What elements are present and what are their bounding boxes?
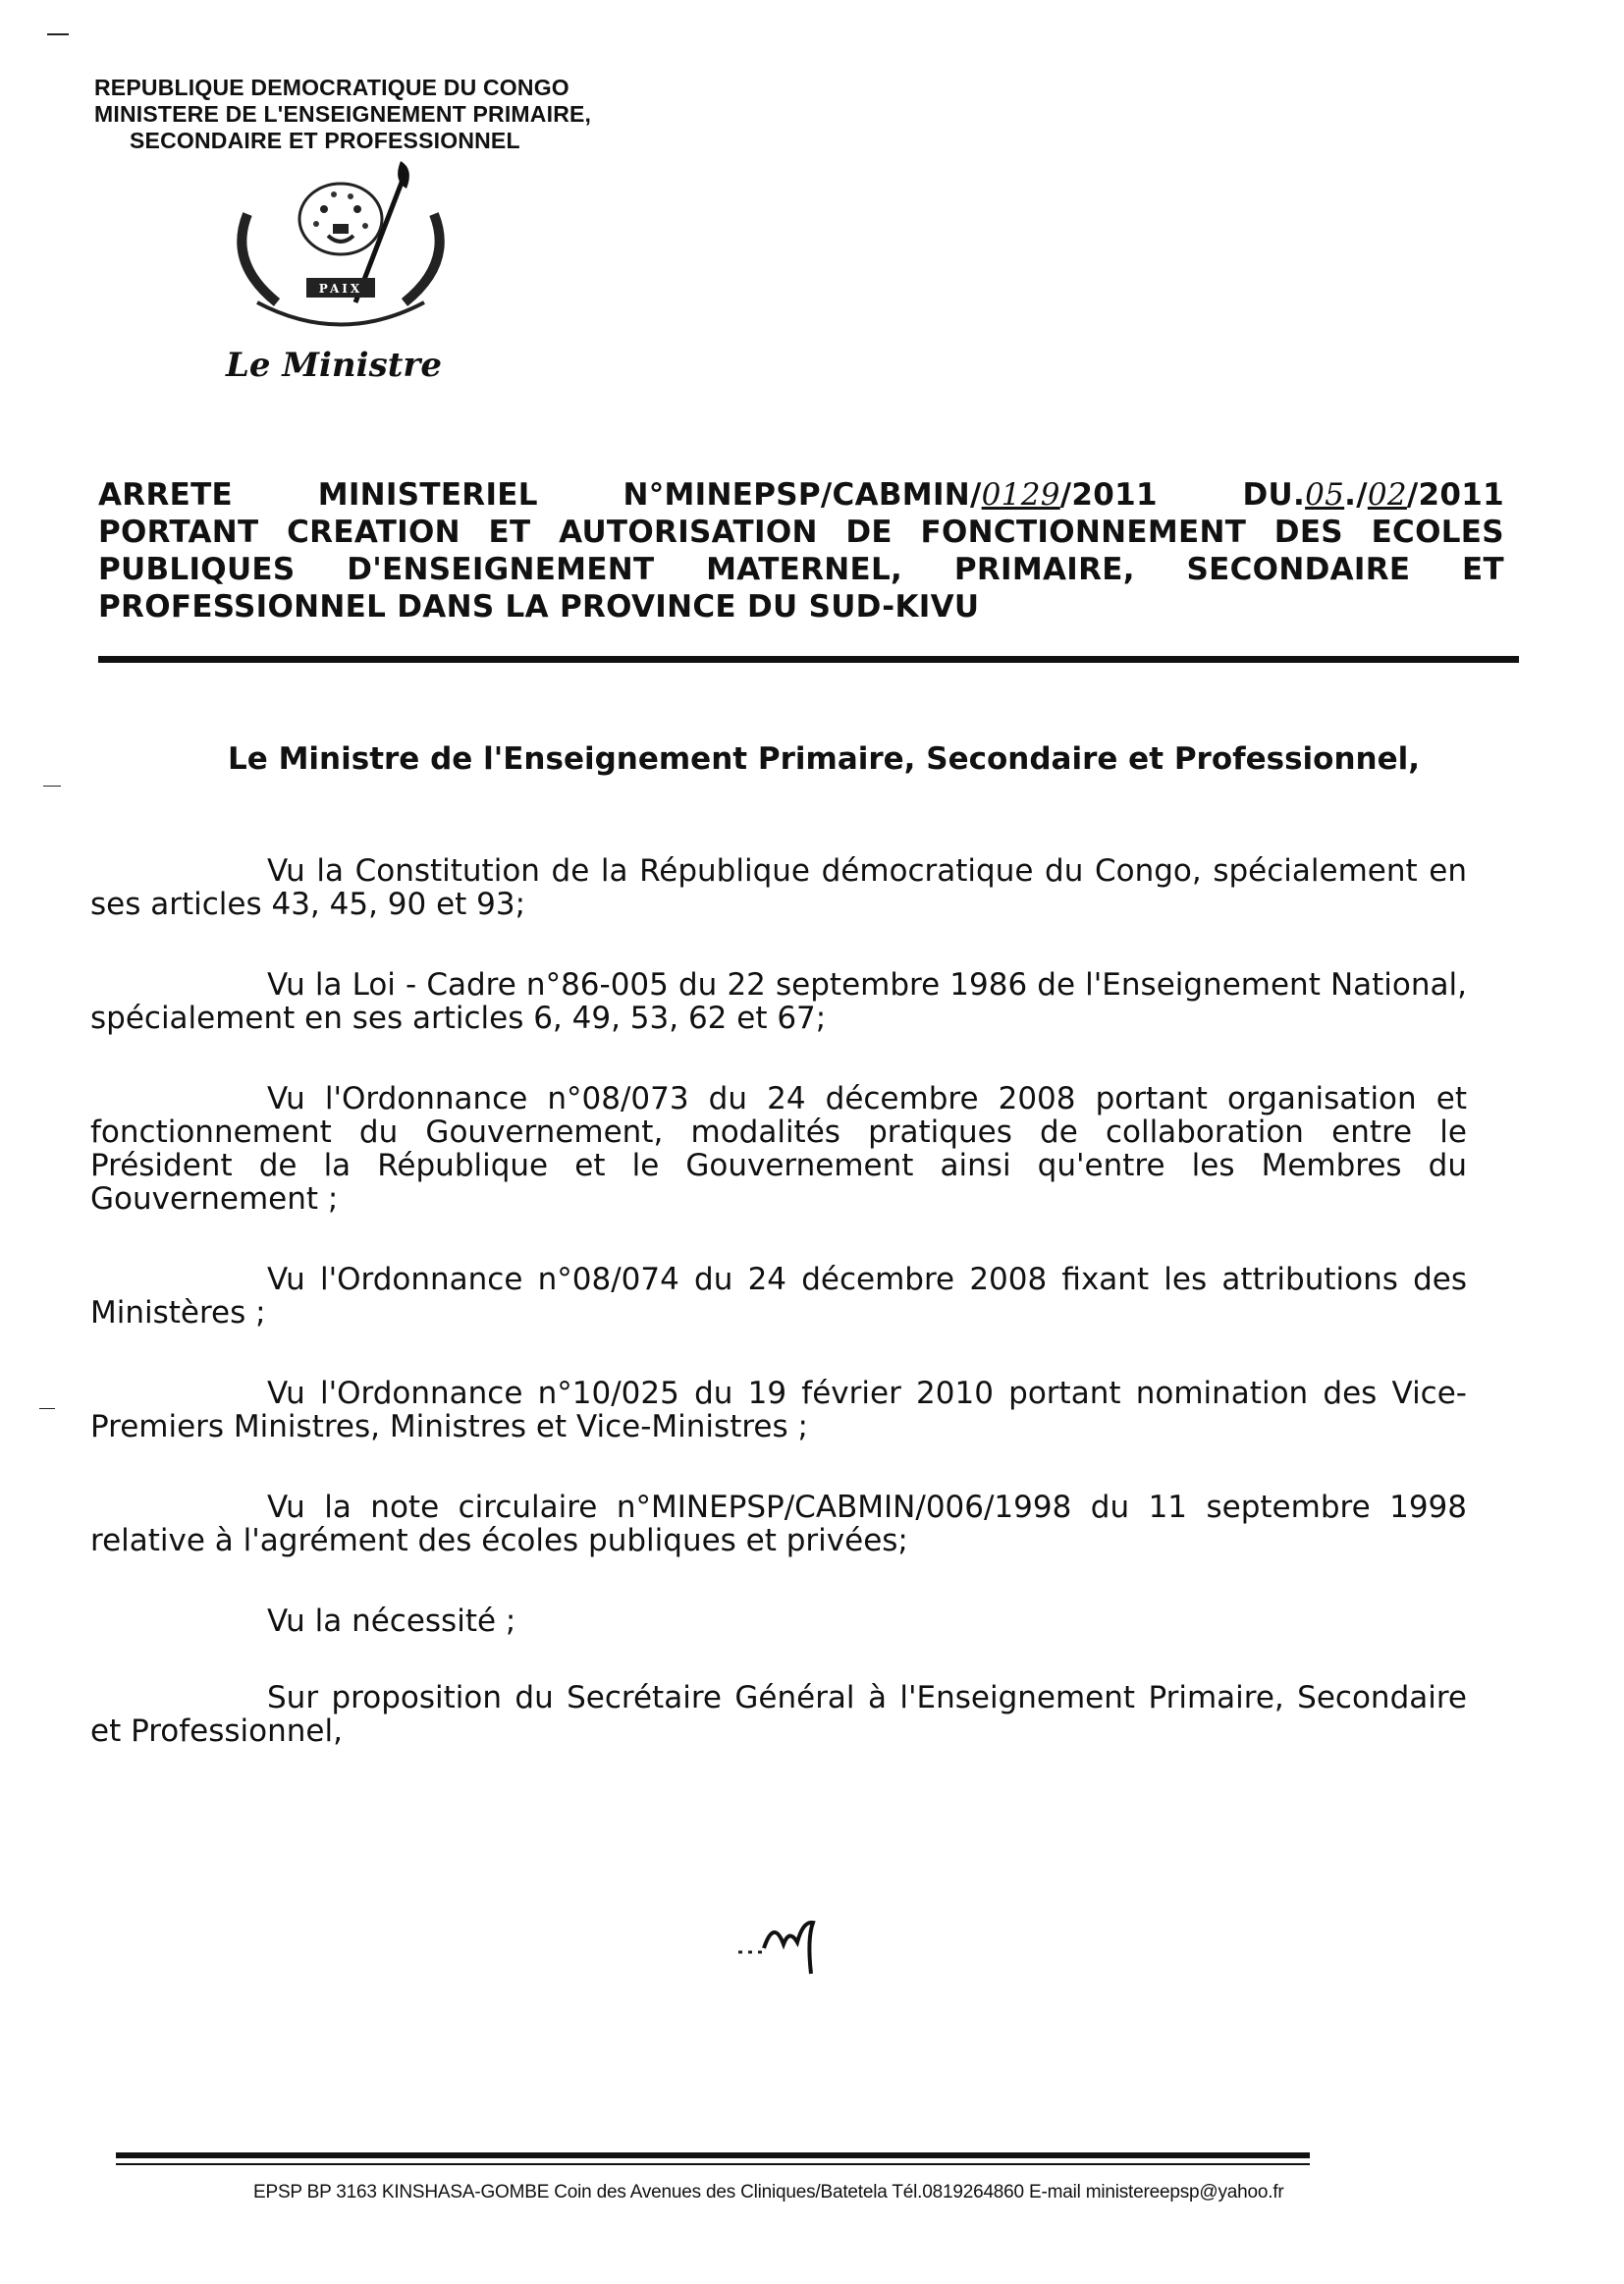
recital-loi-cadre: Vu la Loi - Cadre n°86-005 du 22 septembre 1986 de l'Enseignement National, spécialement en ses articles 6, 49, 53, 62 et 67; [90, 967, 1467, 1036]
elephant-tusk [257, 302, 424, 325]
emblem-motto: PAIX [318, 282, 363, 296]
letterhead-ministry-cont: SECONDAIRE ET PROFESSIONNEL [130, 128, 520, 153]
scan-mark [39, 1408, 55, 1409]
handwritten-initials [734, 1909, 842, 1978]
title-word: PRIMAIRE, [953, 552, 1135, 587]
footer-divider-thin [116, 2163, 1310, 2165]
title-line-4: PROFESSIONNEL DANS LA PROVINCE DU SUD-KIVU [98, 589, 980, 625]
recital-ordonnance-10-025: Vu l'Ordonnance n°10/025 du 19 février 2010 portant nomination des Vice-Premiers Ministres, Ministres et Vice-Ministres ; [90, 1376, 1467, 1444]
recital-constitution: Vu la Constitution de la République démocratique du Congo, spécialement en ses articles 43, 45, 90 et 93; [90, 853, 1467, 922]
title-word: PORTANT [98, 515, 259, 550]
minister-heading: Le Ministre de l'Enseignement Primaire, Secondaire et Professionnel, [228, 741, 1421, 777]
title-word: ECOLES [1371, 515, 1504, 550]
title-word: ET [488, 515, 531, 550]
title-divider [98, 656, 1519, 663]
footer-divider [116, 2152, 1310, 2158]
letterhead-ministry: MINISTERE DE L'ENSEIGNEMENT PRIMAIRE, [94, 101, 592, 127]
title-word: FONCTIONNEMENT [920, 515, 1247, 550]
title-word: MINISTERIEL [317, 477, 538, 513]
title-word: MATERNEL, [706, 552, 903, 587]
right-laurel [405, 214, 440, 302]
title-word: CREATION [287, 515, 460, 550]
title-line-1 [98, 476, 1504, 514]
title-word: DES [1273, 515, 1343, 550]
recital-proposition: Sur proposition du Secrétaire Général à l'Enseignement Primaire, Secondaire et Professionnel, [90, 1680, 1467, 1749]
handwritten-number: 0129 [981, 477, 1060, 513]
recital-ordonnance-08-074: Vu l'Ordonnance n°08/074 du 24 décembre 2008 fixant les attributions des Ministères ; [90, 1262, 1467, 1331]
scan-mark [47, 33, 69, 35]
decree-reference: N°MINEPSP/CABMIN/0129/2011 [623, 477, 1158, 513]
decree-body [90, 742, 1467, 1795]
recital-necessite: Vu la nécessité ; [267, 1604, 516, 1639]
decree-date: DU.05./02/2011 [1242, 477, 1504, 513]
left-laurel [242, 214, 277, 302]
title-line-3 [98, 551, 1504, 588]
decree-title [98, 476, 1504, 625]
title-line-2 [98, 514, 1504, 551]
scan-mark [43, 786, 61, 787]
title-word: SECONDAIRE [1186, 552, 1411, 587]
coat-of-arms-emblem [218, 155, 463, 352]
title-word: D'ENSEIGNEMENT [347, 552, 655, 587]
handwritten-month: 02 [1367, 477, 1407, 513]
letterhead-country: REPUBLIQUE DEMOCRATIQUE DU CONGO [94, 75, 569, 100]
handwritten-day: 05 [1305, 477, 1345, 513]
title-word: ET [1462, 552, 1504, 587]
letterhead [94, 75, 591, 154]
recital-note-circulaire: Vu la note circulaire n°MINEPSP/CABMIN/006/1998 du 11 septembre 1998 relative à l'agrément des écoles publiques et privées; [90, 1490, 1467, 1558]
leopard-head-icon [299, 184, 382, 254]
signature-block-title: Le Ministre [226, 346, 442, 385]
footer-contact: EPSP BP 3163 KINSHASA-GOMBE Coin des Avenues des Cliniques/Batetela Tél.0819264860 E-mail ministereepsp@yahoo.fr [253, 2182, 1284, 2202]
title-word: AUTORISATION [559, 515, 818, 550]
recital-ordonnance-08-073: Vu l'Ordonnance n°08/073 du 24 décembre 2008 portant organisation et fonctionnement du Gouvernement, modalités pratiques de collaboration entre le Président de la République et le Gouvernement ainsi qu'entre les Membres du Gouvernement ; [90, 1081, 1467, 1217]
title-word: PUBLIQUES [98, 552, 296, 587]
title-word: DE [845, 515, 893, 550]
title-word: ARRETE [98, 477, 234, 513]
